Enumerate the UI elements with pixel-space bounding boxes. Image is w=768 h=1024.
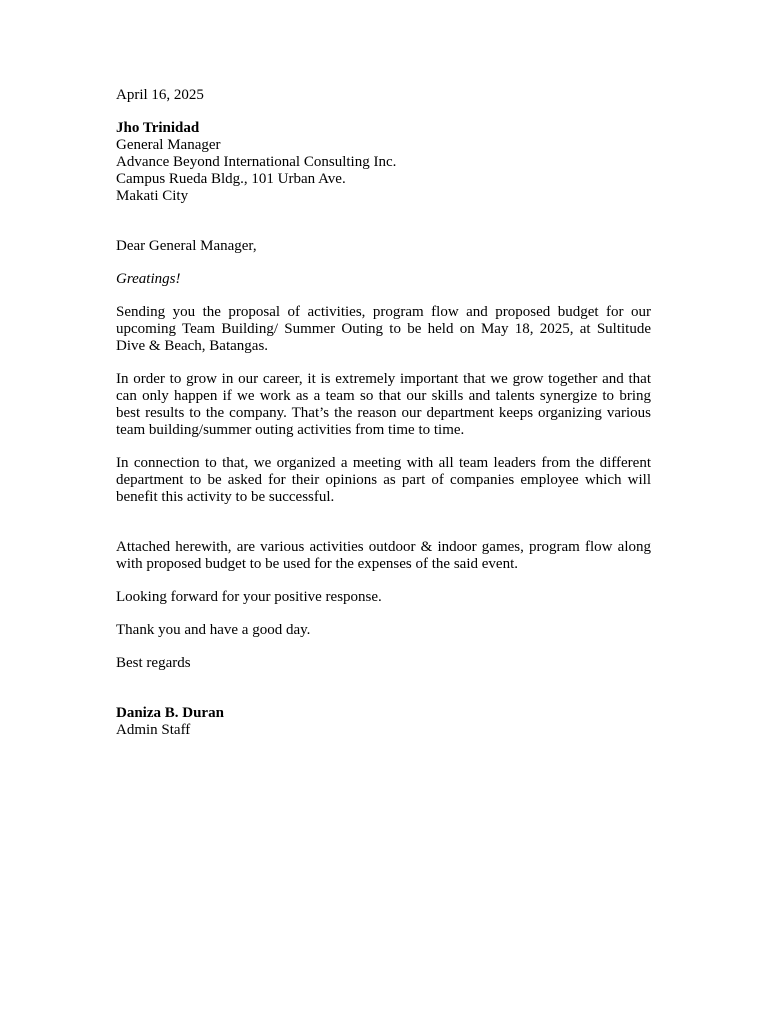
recipient-title: General Manager [116, 137, 221, 153]
recipient-name: Jho Trinidad [116, 120, 200, 136]
body-paragraph-meeting: In connection to that, we organized a meeting with all team leaders from the different department to be asked for their opinions as part of companies employee which will benefit this activity to be successful. [116, 455, 651, 505]
greeting: Greatings! [116, 271, 181, 287]
body-paragraph-thank-you: Thank you and have a good day. [116, 622, 311, 638]
recipient-company: Advance Beyond International Consulting Inc. [116, 154, 397, 170]
signatory-title: Admin Staff [116, 722, 191, 738]
recipient-address-line1: Campus Rueda Bldg., 101 Urban Ave. [116, 171, 346, 187]
body-paragraph-teamwork: In order to grow in our career, it is extremely important that we grow together and that can only happen if we work as a team so that our skills and talents synergize to bring best results to the company. That’s the reason our department keeps organizing various team building/summer outing activities from time to time. [116, 371, 651, 438]
letter-page [116, 87, 651, 739]
recipient-block [116, 120, 651, 205]
body-paragraph-proposal: Sending you the proposal of activities, program flow and proposed budget for our upcoming Team Building/ Summer Outing to be held on May 18, 2025, at Sultitude Dive & Beach, Batangas. [116, 304, 651, 354]
salutation: Dear General Manager, [116, 238, 257, 254]
closing: Best regards [116, 655, 191, 671]
body-paragraph-attachments: Attached herewith, are various activities outdoor & indoor games, program flow along with proposed budget to be used for the expenses of the said event. [116, 539, 651, 572]
signature-block [116, 705, 651, 739]
recipient-address-line2: Makati City [116, 188, 189, 204]
letter-date: April 16, 2025 [116, 87, 204, 103]
body-paragraph-looking-forward: Looking forward for your positive response. [116, 589, 382, 605]
signatory-name: Daniza B. Duran [116, 705, 224, 721]
